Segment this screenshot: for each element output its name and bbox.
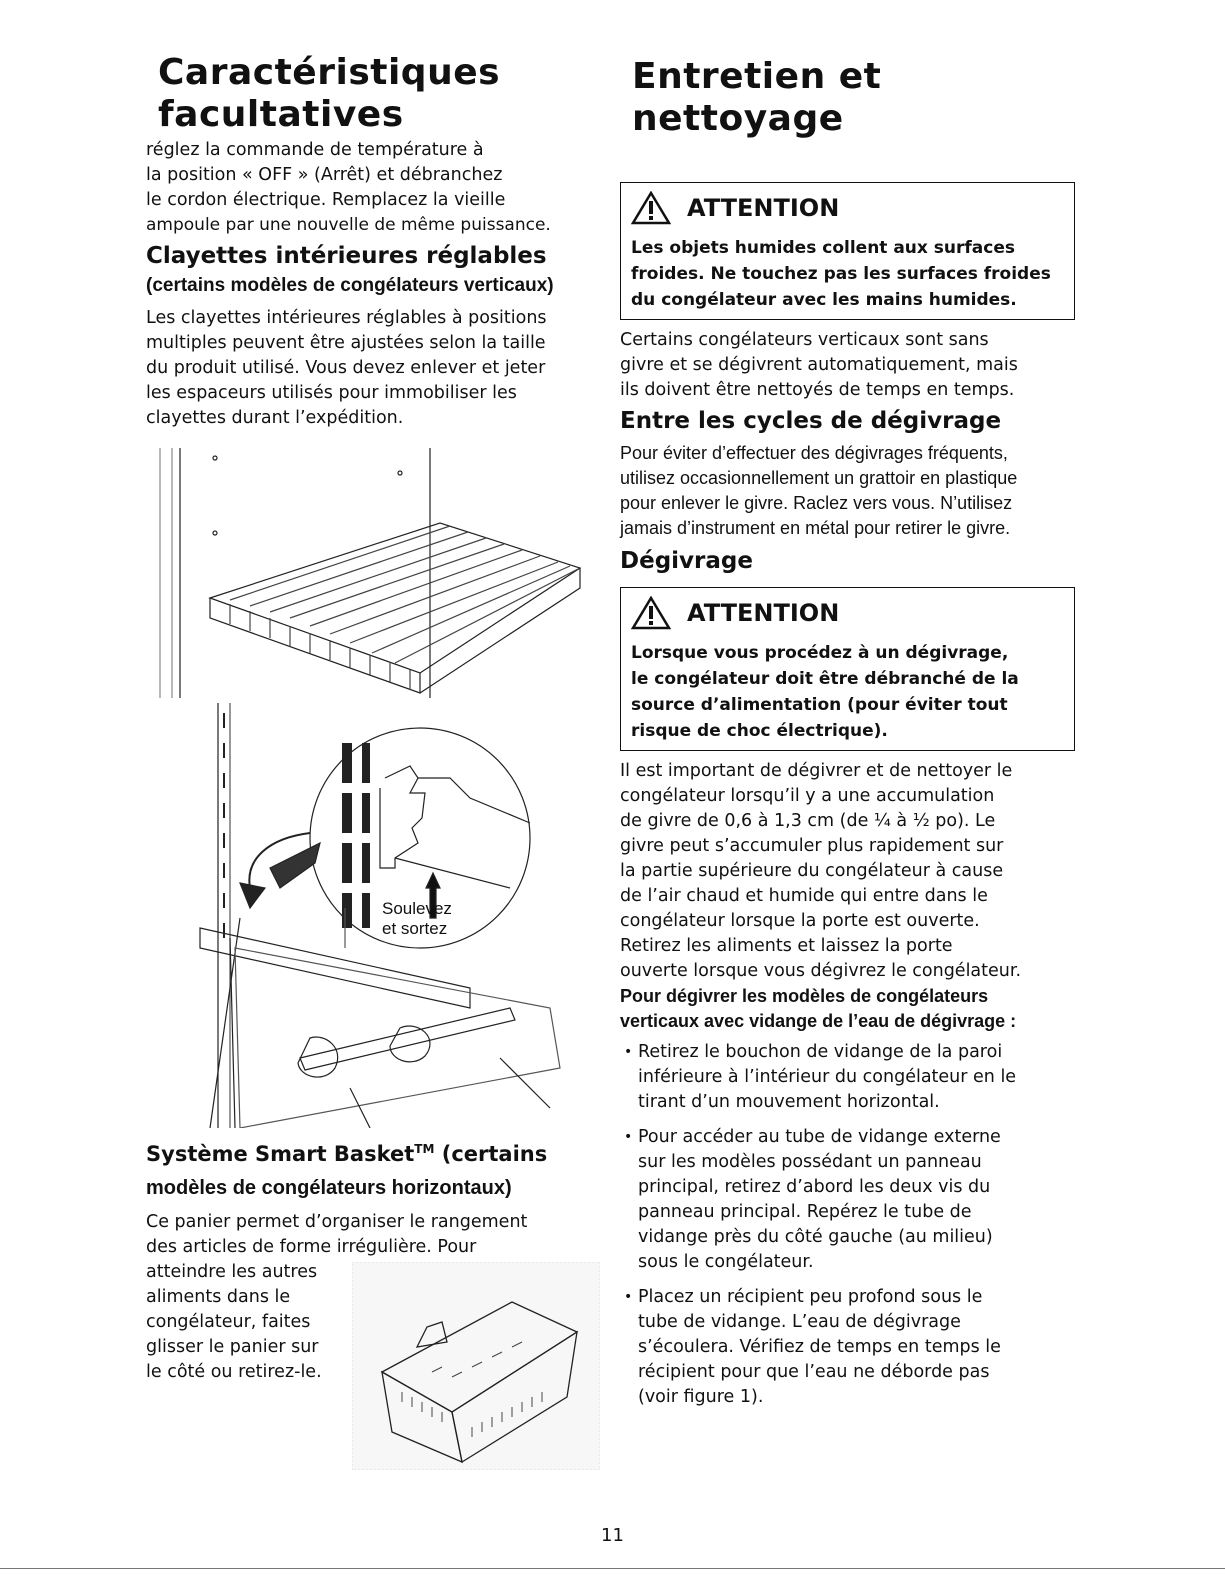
text-line: tirant d’un mouvement horizontal. [638,1092,940,1112]
defrost-cycles-title: Entre les cycles de dégivrage [620,408,1002,434]
smart-basket-title-text: Système Smart Basket [146,1142,415,1166]
warning-triangle-icon [631,191,671,225]
upright-text [620,328,1075,403]
page-bottom-rule [0,1568,1225,1569]
text-line: Lorsque vous procédez à un dégivrage, [631,643,1009,663]
text-line: la position « OFF » (Arrêt) et débranchez [146,165,503,185]
text-line: source d’alimentation (pour éviter tout [631,695,1008,715]
text-line: Pour éviter d’effectuer des dégivrages fréquents, [620,443,1008,463]
page-number: 11 [601,1525,624,1546]
text-line: Pour dégivrer les modèles de congélateurs [620,986,989,1006]
text-line: jamais d’instrument en métal pour retirer le givre. [620,518,1011,538]
text-line: ampoule par une nouvelle de même puissance. [146,215,551,235]
text-line: réglez la commande de température à [146,140,484,160]
text-line: de l’air chaud et humide qui entre dans le [620,886,988,906]
text-line: Retirez les aliments et laissez la porte [620,936,953,956]
text-line: Ce panier permet d’organiser le rangement [146,1212,528,1232]
text-line: givre et se dégivrent automatiquement, mais [620,355,1018,375]
text-line: sur les modèles possédant un panneau [638,1152,982,1172]
text-line: • Pour accéder au tube de vidange externe [638,1127,1001,1147]
defrost-text [620,759,1075,984]
text-line: les espaceurs utilisés pour immobiliser les [146,383,517,403]
text-line: clayettes durant l’expédition. [146,408,404,428]
text-line: Les clayettes intérieures réglables à positions [146,308,547,328]
text-line: congélateur lorsque la porte est ouverte. [620,911,980,931]
text-line: aliments dans le [146,1287,291,1307]
shelves-subtitle: (certains modèles de congélateurs verticaux) [146,275,554,296]
warning-triangle-icon [631,596,671,630]
text-line: pour enlever le givre. Raclez vers vous. N’utilisez [620,493,1013,513]
list-item [620,1285,1075,1410]
text-line: de givre de 0,6 à 1,3 cm (de ¼ à ½ po). Le [620,811,996,831]
smart-basket-title [146,1135,606,1168]
drain-title [620,984,1075,1034]
text-line: le congélateur doit être débranché de la [631,669,1019,689]
text-line: principal, retirez d’abord les deux vis du [638,1177,991,1197]
right-column [620,52,1075,1420]
text-line: risque de choc électrique). [631,721,888,741]
text-line: ouverte lorsque vous dégivrez le congélateur. [620,961,1022,981]
text-line: sous le congélateur. [638,1252,814,1272]
intro-text [146,138,606,238]
text-line: atteindre les autres [146,1262,318,1282]
text-line: inférieure à l’intérieur du congélateur en le [638,1067,1017,1087]
smart-basket-title-suffix: (certains [434,1142,548,1166]
left-column [146,52,606,431]
shelves-text [146,306,606,431]
attention-text [631,235,1064,313]
section-heading-maintenance: Entretien et nettoyage [632,56,882,139]
text-line: le cordon électrique. Remplacez la vieille [146,190,506,210]
text-line: glisser le panier sur [146,1337,319,1357]
text-line: congélateur, faites [146,1312,311,1332]
trademark-mark: TM [414,1142,435,1156]
text-line: ils doivent être nettoyés de temps en temps. [620,380,1015,400]
text-line: froides. Ne touchez pas les surfaces froides [631,264,1051,284]
text-line: des articles de forme irrégulière. Pour [146,1237,477,1257]
drain-steps-list [620,1040,1075,1410]
text-line: utilisez occasionnellement un grattoir en plastique [620,468,1018,488]
figure-label-remove: et sortez [382,919,448,938]
text-line: • Retirez le bouchon de vidange de la paroi [638,1042,1003,1062]
text-line: vidange près du côté gauche (au milieu) [638,1227,993,1247]
text-line: Certains congélateurs verticaux sont sans [620,330,989,350]
text-line: Il est important de dégivrer et de nettoyer le [620,761,1013,781]
attention-header [631,596,1064,630]
text-line: du produit utilisé. Vous devez enlever et jeter [146,358,546,378]
attention-box-unplug [620,587,1075,751]
text-line: le côté ou retirez-le. [146,1362,322,1382]
heading-line: facultatives [158,94,404,135]
text-line: Les objets humides collent aux surfaces [631,238,1015,258]
figure-label-lift: Soulevez [382,899,452,918]
list-item [620,1040,1075,1115]
attention-box-humid [620,182,1075,320]
text-line: verticaux avec vidange de l’eau de dégivrage : [620,1011,1017,1031]
shelf-illustration [150,448,610,1128]
defrost-title: Dégivrage [620,548,753,574]
attention-label: ATTENTION [687,599,840,627]
attention-label: ATTENTION [687,194,840,222]
basket-illustration [352,1262,600,1470]
text-line: la partie supérieure du congélateur à cause [620,861,1004,881]
text-line: récipient pour que l’eau ne déborde pas [638,1362,990,1382]
attention-text [631,640,1064,744]
heading-line: Caractéristiques [158,52,501,93]
text-line: du congélateur avec les mains humides. [631,290,1017,310]
text-line: congélateur lorsqu’il y a une accumulation [620,786,995,806]
text-line: panneau principal. Repérez le tube de [638,1202,972,1222]
list-item [620,1125,1075,1275]
text-line: (voir figure 1). [638,1387,764,1407]
defrost-cycles-text [620,441,1075,541]
section-heading-features [146,52,606,136]
text-line: givre peut s’accumuler plus rapidement sur [620,836,1004,856]
shelves-title: Clayettes intérieures réglables [146,243,547,269]
attention-header [631,191,1064,225]
text-line: • Placez un récipient peu profond sous le [638,1287,983,1307]
text-line: tube de vidange. L’eau de dégivrage [638,1312,961,1332]
text-line: multiples peuvent être ajustées selon la taille [146,333,546,353]
text-line: s’écoulera. Vérifiez de temps en temps le [638,1337,1001,1357]
smart-basket-subtitle: modèles de congélateurs horizontaux) [146,1177,512,1199]
